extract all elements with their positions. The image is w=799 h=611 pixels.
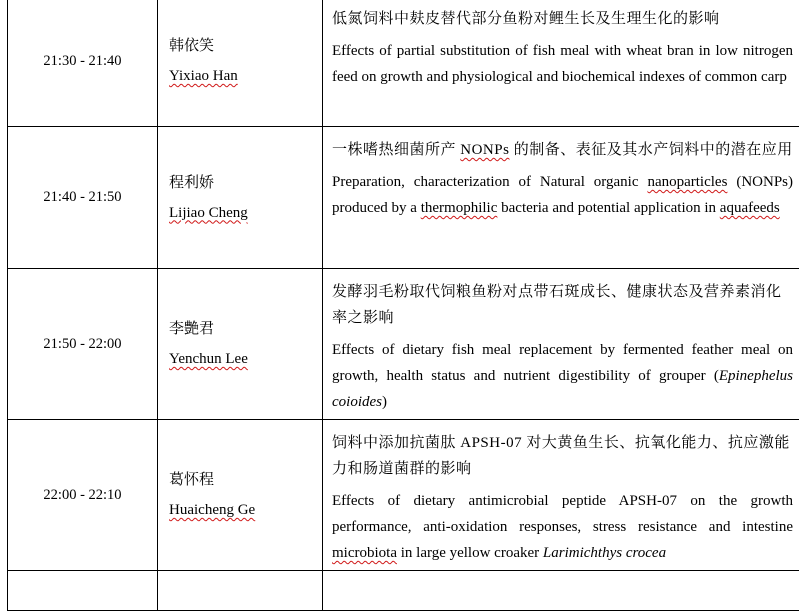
title-en-term: aquafeeds <box>720 200 780 216</box>
speaker-name-en <box>169 495 322 525</box>
speaker-cell <box>158 127 323 269</box>
title-en-part: ) <box>382 394 387 410</box>
time-cell <box>8 571 158 611</box>
title-cell <box>323 269 799 420</box>
speaker-name-en-text: Lijiao Cheng <box>169 205 248 221</box>
talk-title-cn: 发酵羽毛粉取代饲粮鱼粉对点带石斑成长、健康状态及营养素消化率之影响 <box>332 279 793 331</box>
speaker-cell <box>158 420 323 571</box>
speaker-name-en-text: Yenchun Lee <box>169 351 248 367</box>
title-cell <box>323 0 799 127</box>
talk-title-en <box>332 169 793 221</box>
talk-title-en <box>332 488 793 566</box>
species-name: Epinephelus coioides <box>332 368 793 410</box>
table-row <box>8 127 799 269</box>
table-row <box>8 0 799 127</box>
speaker-name-en-text: Huaicheng Ge <box>169 502 255 518</box>
speaker-name-en-text: Yixiao Han <box>169 68 238 84</box>
title-en-term: nanoparticles <box>647 174 727 190</box>
title-en-term: thermophilic <box>421 200 498 216</box>
talk-title-cn: 饲料中添加抗菌肽 APSH-07 对大黄鱼生长、抗氧化能力、抗应激能力和肠道菌群的影响 <box>332 430 793 482</box>
species-name: Larimichthys crocea <box>543 545 666 561</box>
speaker-name-en <box>169 344 322 374</box>
title-en-part: Preparation, characterization of Natural organic <box>332 174 639 190</box>
table-row <box>8 420 799 571</box>
title-en-part: Effects of dietary antimicrobial peptide APSH-07 on the growth performance, anti-oxidation responses, stress resistance and intestine <box>332 493 793 535</box>
title-en-part: (NONPs) produced by a <box>332 174 793 216</box>
title-en-part: Effects of dietary fish meal replacement by fermented feather meal on growth, health status and nutrient digestibility of grouper ( <box>332 342 793 384</box>
speaker-name-cn: 程利娇 <box>169 168 322 198</box>
talk-title-en <box>332 337 793 415</box>
title-cell <box>323 571 799 611</box>
time-cell: 21:30 - 21:40 <box>8 0 158 127</box>
title-en-term: microbiota <box>332 545 397 561</box>
talk-title-en: Effects of partial substitution of fish meal with wheat bran in low nitrogen feed on growth and physiological and biochemical indexes of common carp <box>332 38 793 90</box>
time-cell: 22:00 - 22:10 <box>8 420 158 571</box>
speaker-name-en <box>169 198 322 228</box>
talk-title-cn <box>332 137 793 163</box>
title-cn-part: 的制备、表征及其水产饲料中的潜在应用 <box>514 142 793 158</box>
time-cell: 21:40 - 21:50 <box>8 127 158 269</box>
speaker-name-cn: 李艶君 <box>169 314 322 344</box>
table-row <box>8 571 799 611</box>
time-cell: 21:50 - 22:00 <box>8 269 158 420</box>
title-en-part: in large yellow croaker <box>401 545 539 561</box>
title-en-part: bacteria and potential application in <box>501 200 716 216</box>
speaker-name-cn: 韩依笑 <box>169 31 322 61</box>
title-cn-term: NONPs <box>460 142 509 158</box>
title-cell <box>323 127 799 269</box>
title-cell <box>323 420 799 571</box>
speaker-name-cn: 葛怀程 <box>169 465 322 495</box>
talk-title-cn: 低氮饲料中麸皮替代部分鱼粉对鲤生长及生理生化的影响 <box>332 6 793 32</box>
title-cn-part: 一株嗜热细菌所产 <box>332 142 456 158</box>
speaker-cell <box>158 571 323 611</box>
speaker-name-en <box>169 61 322 91</box>
schedule-table <box>7 0 799 611</box>
table-row <box>8 269 799 420</box>
speaker-cell <box>158 269 323 420</box>
speaker-cell <box>158 0 323 127</box>
